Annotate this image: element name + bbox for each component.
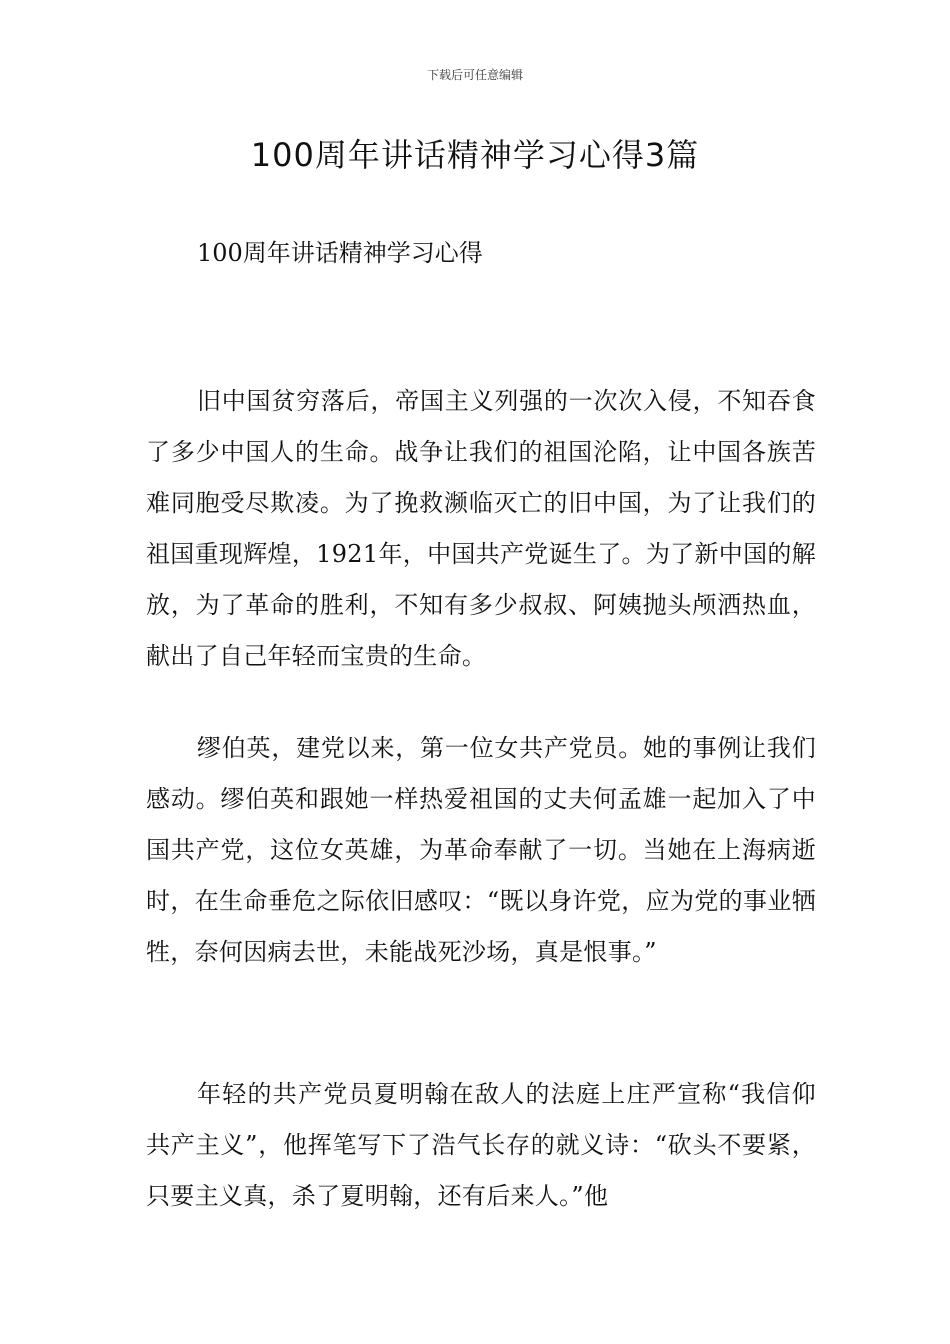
header-note: 下载后可任意编辑 (426, 68, 523, 82)
body-paragraph-3: 年轻的共产党员夏明翰在敌人的法庭上庄严宣称“我信仰共产主义”，他挥笔写下了浩气长存的就义诗：“砍头不要紧，只要主义真，杀了夏明翰，还有后来人。”他 (146, 1080, 816, 1210)
body-paragraph-1: 旧中国贫穷落后，帝国主义列强的一次次入侵，不知吞食了多少中国人的生命。战争让我们的祖国沦陷，让中国各族苦难同胞受尽欺凌。为了挽救濒临灭亡的旧中国，为了让我们的祖国重现辉煌，1921年，中国共产党诞生了。为了新中国的解放，为了革命的胜利，不知有多少叔叔、阿姨抛头颅洒热血，献出了自己年轻而宝贵的生命。 (146, 387, 816, 670)
body-paragraph-2: 缪伯英，建党以来，第一位女共产党员。她的事例让我们感动。缪伯英和跟她一样热爱祖国的丈夫何孟雄一起加入了中国共产党，这位女英雄，为革命奉献了一切。当她在上海病逝时，在生命垂危之际依旧感叹：“既以身许党，应为党的事业牺牲，奈何因病去世，未能战死沙场，真是恨事。” (146, 734, 816, 966)
document-subtitle: 100周年讲话精神学习心得 (197, 239, 483, 267)
document-title: 100周年讲话精神学习心得3篇 (250, 136, 700, 174)
